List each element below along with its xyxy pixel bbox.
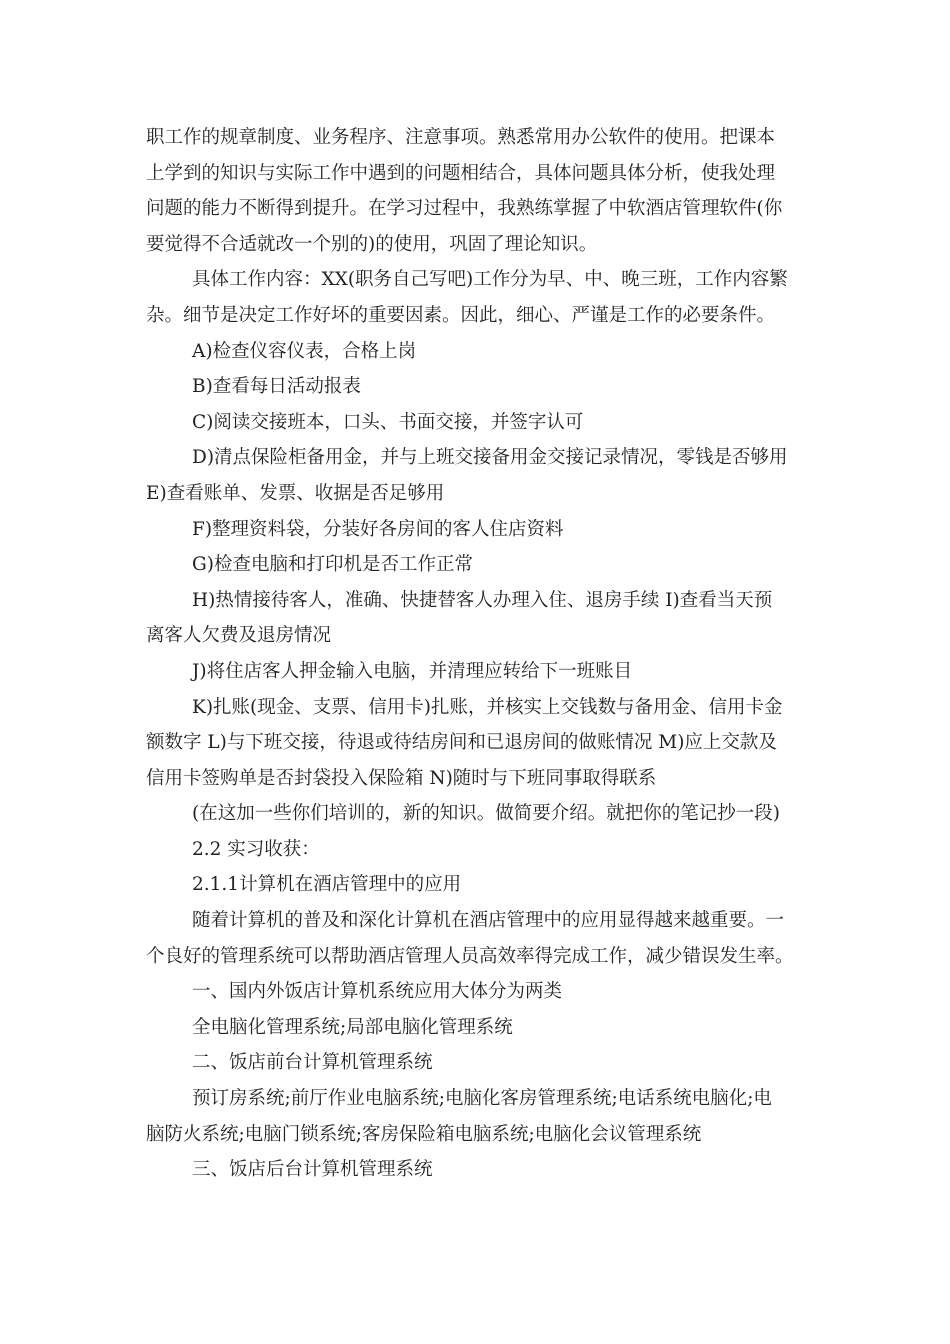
text-line: 二、饭店前台计算机管理系统 <box>192 1052 433 1074</box>
text-line: J)将住店客人押金输入电脑，并清理应转给下一班账目 <box>192 660 633 682</box>
text-line: 要觉得不合适就改一个别的)的使用，巩固了理论知识。 <box>146 233 598 255</box>
text-line: 额数字 L)与下班交接，待退或待结房间和已退房间的做账情况 M)应上交款及 <box>146 732 777 754</box>
text-line: 职工作的规章制度、业务程序、注意事项。熟悉常用办公软件的使用。把课本 <box>146 127 776 148</box>
text-line: 信用卡签购单是否封袋投入保险箱 N)随时与下班同事取得联系 <box>146 767 657 789</box>
text-line: H)热情接待客人，准确、快捷替客人办理入住、退房手续 I)查看当天预 <box>192 589 773 611</box>
document-body <box>146 120 806 1188</box>
text-line: 一、国内外饭店计算机系统应用大体分为两类 <box>192 981 563 1003</box>
text-line: 上学到的知识与实际工作中遇到的问题相结合，具体问题具体分析，使我处理 <box>146 162 776 184</box>
text-line: 2.1.1计算机在酒店管理中的应用 <box>192 874 462 896</box>
text-line: 杂。细节是决定工作好坏的重要因素。因此，细心、严谨是工作的必要条件。 <box>146 304 776 326</box>
text-line: 三、饭店后台计算机管理系统 <box>192 1159 433 1181</box>
text-line: 脑防火系统;电脑门锁系统;客房保险箱电脑系统;电脑化会议管理系统 <box>146 1123 702 1145</box>
text-line: 具体工作内容：XX(职务自己写吧)工作分为早、中、晚三班，工作内容繁 <box>192 269 788 291</box>
text-line: (在这加一些你们培训的，新的知识。做简要介绍。就把你的笔记抄一段) <box>192 803 780 825</box>
text-line: 个良好的管理系统可以帮助酒店管理人员高效率得完成工作，减少错误发生率。 <box>146 945 794 967</box>
text-line: 2.2 实习收获： <box>192 838 320 860</box>
text-line: G)检查电脑和打印机是否工作正常 <box>192 554 473 576</box>
text-line: 全电脑化管理系统;局部电脑化管理系统 <box>192 1016 513 1038</box>
text-line: B)查看每日活动报表 <box>192 376 361 398</box>
text-line: 预订房系统;前厅作业电脑系统;电脑化客房管理系统;电话系统电脑化;电 <box>192 1088 772 1110</box>
text-line: 问题的能力不断得到提升。在学习过程中，我熟练掌握了中软酒店管理软件(你 <box>146 198 783 220</box>
text-line: 随着计算机的普及和深化计算机在酒店管理中的应用显得越来越重要。一 <box>192 910 785 932</box>
text-line: D)清点保险柜备用金，并与上班交接备用金交接记录情况，零钱是否够用 <box>192 447 788 469</box>
text-line: E)查看账单、发票、收据是否足够用 <box>146 482 445 504</box>
text-line: K)扎账(现金、支票、信用卡)扎账，并核实上交钱数与备用金、信用卡金 <box>192 696 783 718</box>
text-line: 离客人欠费及退房情况 <box>146 625 332 647</box>
text-line: C)阅读交接班本，口头、书面交接，并签字认可 <box>192 411 584 433</box>
text-line: A)检查仪容仪表，合格上岗 <box>192 340 417 362</box>
text-line: F)整理资料袋，分装好各房间的客人住店资料 <box>192 518 564 540</box>
